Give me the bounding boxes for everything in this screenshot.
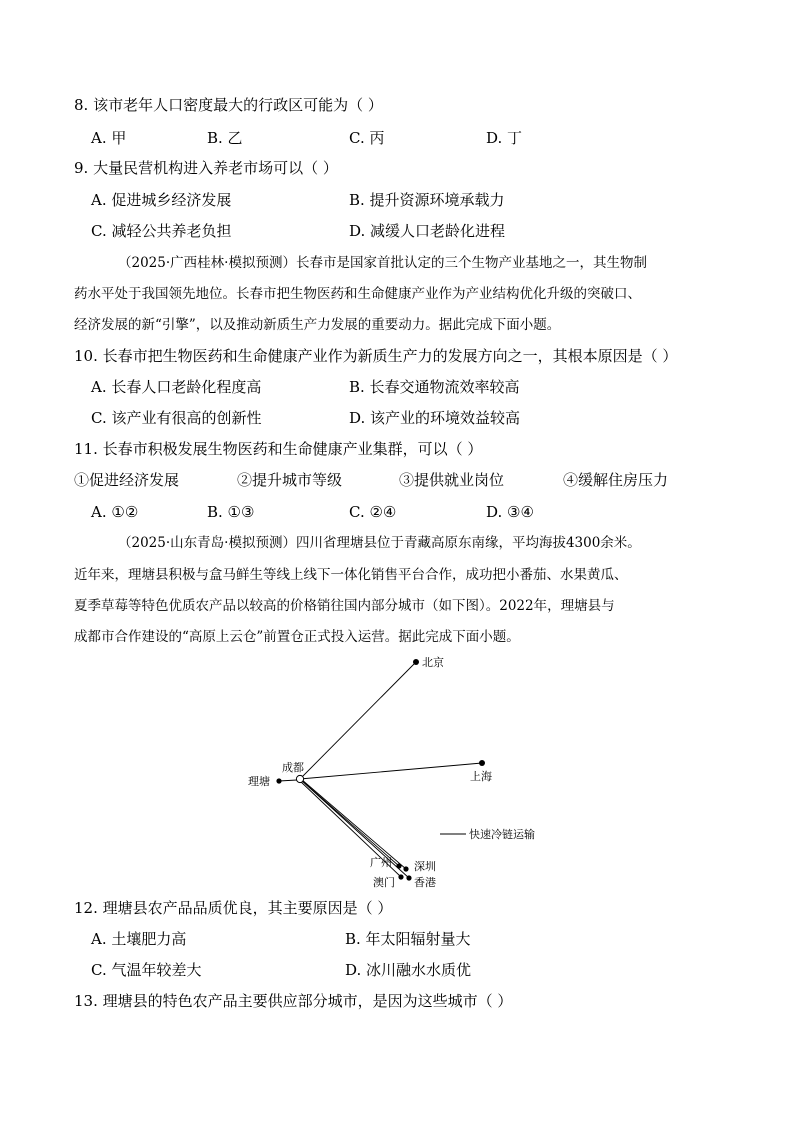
city-marker-shenzhen [403, 866, 408, 871]
city-marker-litang [276, 778, 281, 783]
legend-label: 快速冷链运输 [469, 828, 535, 841]
q9-option-d: D. 减缓人口老龄化进程 [349, 222, 506, 240]
q9-option-a: A. 促进城乡经济发展 [91, 191, 232, 209]
q8-option-d: D. 丁 [486, 129, 523, 147]
q10-option-c: C. 该产业有很高的创新性 [91, 409, 262, 427]
question-13-stem: 13. 理塘县的特色农产品主要供应部分城市，是因为这些城市（ ） [74, 992, 513, 1010]
q10-option-a: A. 长春人口老龄化程度高 [91, 378, 262, 396]
city-marker-guangzhou [396, 863, 401, 868]
passage-changchun-line-2: 药水平处于我国领先地位。长春市把生物医药和生命健康产业作为产业结构优化升级的突破口、 [74, 286, 641, 302]
cold-chain-map [0, 650, 794, 895]
q8-option-b: B. 乙 [207, 129, 243, 147]
city-label-hongkong: 香港 [414, 876, 436, 889]
passage-litang-line-4: 成都市合作建设的“高原上云仓”前置仓正式投入运营。据此完成下面小题。 [74, 629, 520, 645]
city-label-chengdu: 成都 [282, 761, 304, 774]
q11-choice-3: ③提供就业岗位 [399, 471, 505, 489]
q11-choice-2: ②提升城市等级 [237, 471, 343, 489]
city-label-guangzhou: 广州 [370, 856, 392, 869]
city-label-beijing: 北京 [422, 656, 444, 669]
question-10-stem: 10. 长春市把生物医药和生命健康产业作为新质生产力的发展方向之一，其根本原因是（ ） [74, 347, 678, 365]
passage-litang-line-3: 夏季草莓等特色优质农产品以较高的价格销往国内部分城市（如下图）。2022年，理塘县与 [74, 598, 615, 614]
passage-litang-line-1: （2025·山东青岛·模拟预测）四川省理塘县位于青藏高原东南缘，平均海拔4300余米。 [118, 535, 641, 551]
passage-litang-line-2: 近年来，理塘县积极与盒马鲜生等线上线下一体化销售平台合作，成功把小番茄、水果黄瓜、 [74, 567, 628, 583]
question-12-stem: 12. 理塘县农产品品质优良，其主要原因是（ ） [74, 899, 393, 917]
q10-option-b: B. 长春交通物流效率较高 [349, 378, 520, 396]
passage-changchun-line-3: 经济发展的新“引擎”，以及推动新质生产力发展的重要动力。据此完成下面小题。 [74, 317, 561, 333]
question-9-stem: 9. 大量民营机构进入养老市场可以（ ） [74, 159, 338, 177]
city-label-macau: 澳门 [373, 876, 395, 889]
q12-option-a: A. 土壤肥力高 [91, 930, 187, 948]
q9-option-b: B. 提升资源环境承载力 [349, 191, 505, 209]
city-marker-chengdu [296, 775, 303, 782]
city-marker-beijing [413, 659, 419, 665]
city-marker-shanghai [479, 760, 485, 766]
city-label-litang: 理塘 [248, 775, 270, 788]
q8-option-a: A. 甲 [91, 129, 127, 147]
q9-option-c: C. 减轻公共养老负担 [91, 222, 232, 240]
q11-option-b: B. ①③ [207, 503, 255, 521]
q11-choice-1: ①促进经济发展 [74, 471, 180, 489]
city-marker-hongkong [406, 875, 411, 880]
question-8-stem: 8. 该市老年人口密度最大的行政区可能为（ ） [74, 96, 383, 114]
question-11-stem: 11. 长春市积极发展生物医药和生命健康产业集群，可以（ ） [74, 440, 483, 458]
city-label-shanghai: 上海 [470, 770, 492, 783]
q8-option-c: C. 丙 [349, 129, 385, 147]
route-chengdu-litang [279, 780, 297, 781]
transport-lines [279, 662, 482, 878]
q12-option-d: D. 冰川融水水质优 [345, 961, 472, 979]
q12-option-b: B. 年太阳辐射量大 [345, 930, 471, 948]
q11-option-c: C. ②④ [349, 503, 397, 521]
route-chengdu-beijing [300, 662, 416, 779]
q12-option-c: C. 气温年较差大 [91, 961, 202, 979]
city-label-shenzhen: 深圳 [414, 860, 436, 873]
route-chengdu-shanghai [300, 763, 482, 779]
city-marker-macau [398, 874, 403, 879]
route-chengdu-hongkong [301, 780, 409, 878]
q11-choice-4: ④缓解住房压力 [563, 471, 669, 489]
passage-changchun-line-1: （2025·广西桂林·模拟预测）长春市是国家首批认定的三个生物产业基地之一，其生物制 [118, 255, 647, 271]
q11-option-d: D. ③④ [486, 503, 534, 521]
q11-option-a: A. ①② [91, 503, 139, 521]
q10-option-d: D. 该产业的环境效益较高 [349, 409, 521, 427]
